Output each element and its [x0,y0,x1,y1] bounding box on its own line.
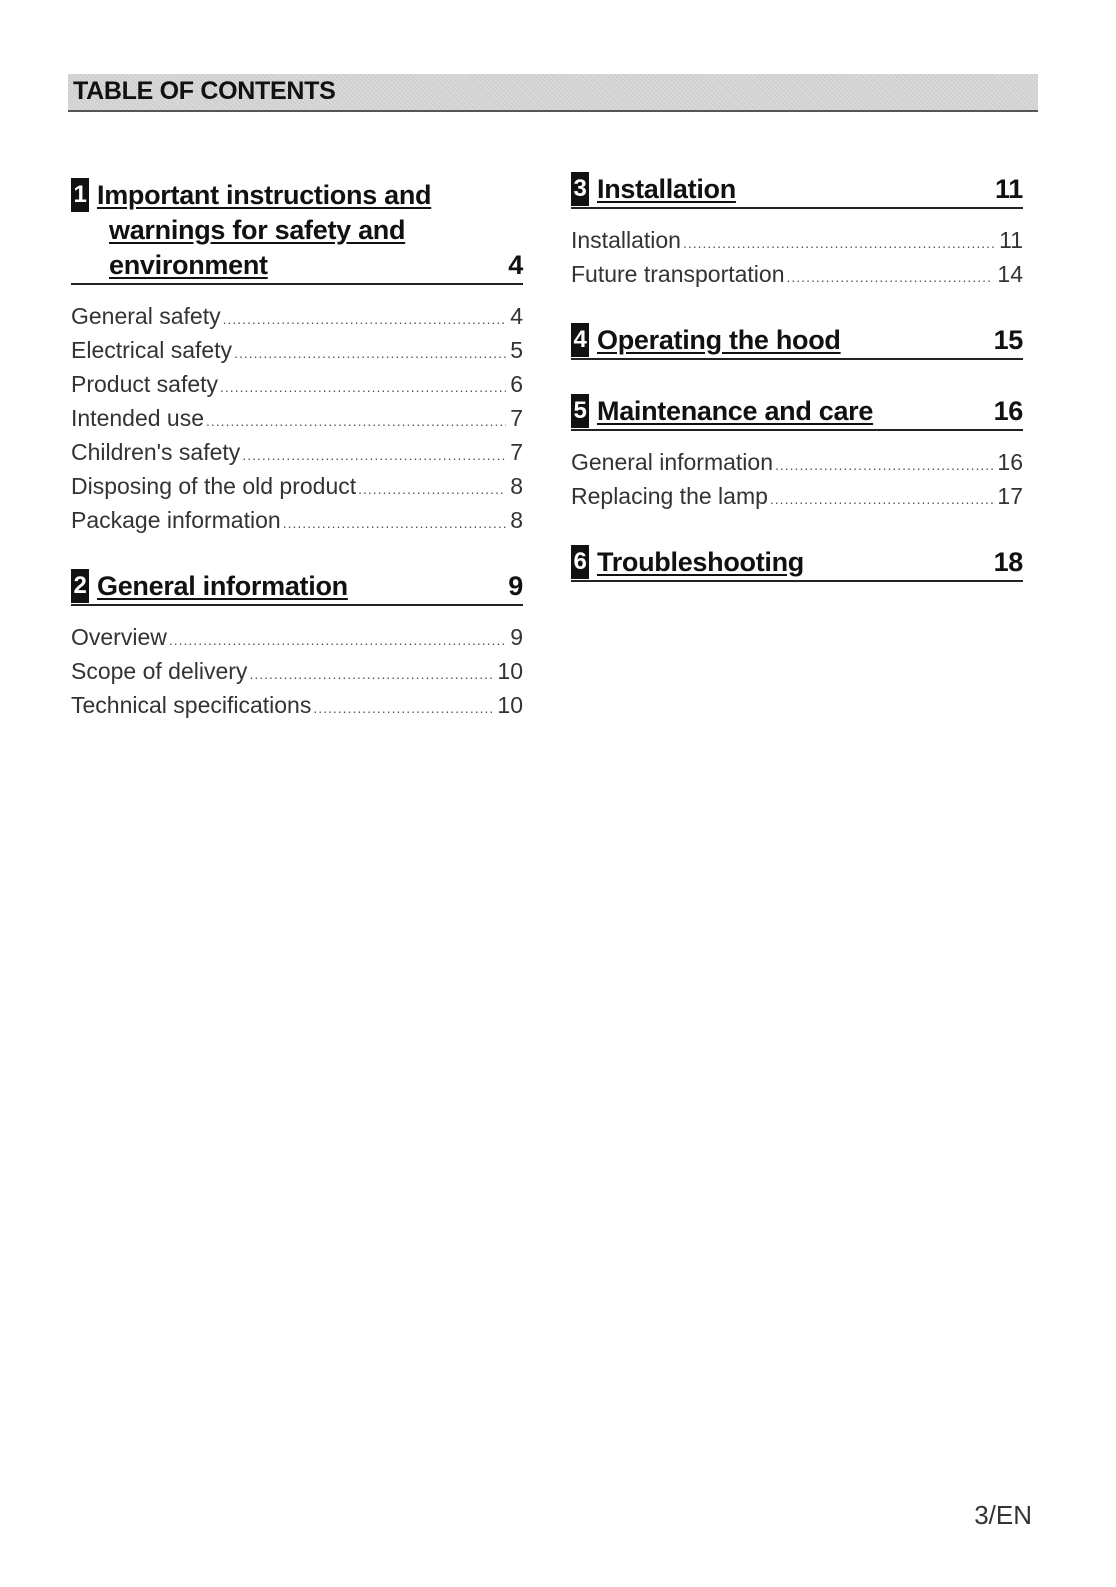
dot-leader [206,404,506,438]
toc-entry-title: Installation [571,227,681,253]
toc-section-1-entries [71,299,523,537]
toc-section-2-entries [71,620,523,722]
dot-leader [770,482,994,516]
dot-leader [220,370,506,404]
section-title: General information [97,571,348,601]
toc-section-6-heading[interactable] [571,545,1023,582]
section-number-badge: 6 [571,545,589,579]
toc-section-5-entries [571,445,1023,513]
section-page-number: 4 [508,250,523,280]
toc-entry[interactable] [571,223,1023,257]
section-title-line: Important instructions and [97,180,432,210]
toc-entry-page: 11 [999,227,1023,253]
toc-entry-page: 5 [510,337,523,363]
toc-entry-page: 14 [997,261,1023,287]
toc-entry-title: Replacing the lamp [571,483,768,509]
section-page-number: 16 [993,396,1023,426]
section-number-badge: 4 [571,323,589,357]
toc-entry[interactable] [71,401,523,435]
toc-entry-title: General safety [71,303,221,329]
toc-entry-page: 8 [510,507,523,533]
section-page-number: 9 [508,571,523,601]
toc-entry-title: Technical specifications [71,692,312,718]
toc-entry[interactable] [71,367,523,401]
toc-entry[interactable] [71,333,523,367]
toc-entry[interactable] [71,688,523,722]
section-title: Maintenance and care [597,396,874,426]
toc-section-3-entries [571,223,1023,291]
dot-leader [283,506,507,540]
toc-entry-title: Overview [71,624,167,650]
page-number-footer: 3/EN [974,1500,1032,1530]
section-title: Operating the hood [597,325,841,355]
toc-entry-title: Disposing of the old product [71,473,357,499]
section-number-badge: 5 [571,394,589,428]
section-title: Troubleshooting [597,547,804,577]
toc-entry-page: 8 [510,473,523,499]
toc-entry-page: 17 [997,483,1023,509]
dot-leader [775,448,993,482]
dot-leader [358,472,506,506]
toc-section-3-heading[interactable] [571,172,1023,209]
toc-entry-title: Package information [71,507,281,533]
dot-leader [234,336,506,370]
toc-entry-title: Product safety [71,371,219,397]
toc-entry-page: 7 [510,405,523,431]
toc-entry-title: Intended use [71,405,205,431]
toc-section-2-heading[interactable] [71,569,523,606]
toc-entry[interactable] [71,620,523,654]
toc-section-4-heading[interactable] [571,323,1023,360]
toc-section-5-heading[interactable] [571,394,1023,431]
toc-entry-page: 7 [510,439,523,465]
toc-entry-title: Children's safety [71,439,241,465]
toc-entry[interactable] [71,435,523,469]
toc-entry[interactable] [71,469,523,503]
section-page-number: 11 [995,174,1023,204]
toc-entry-page: 10 [497,658,523,684]
toc-entry[interactable] [71,299,523,333]
dot-leader [313,691,493,725]
section-title-line: warnings for safety and [109,215,406,245]
toc-entry-title: Electrical safety [71,337,233,363]
section-number-badge: 1 [71,178,89,212]
toc-entry-page: 9 [510,624,523,650]
toc-entry-page: 16 [997,449,1023,475]
dot-leader [249,657,493,691]
section-spacer [571,360,1023,394]
toc-entry[interactable] [71,654,523,688]
page-title: TABLE OF CONTENTS [73,77,336,105]
toc-right-column [571,172,1023,582]
section-number-badge: 3 [571,172,589,206]
toc-entry-title: General information [571,449,773,475]
toc-entry-page: 4 [510,303,523,329]
toc-entry[interactable] [571,445,1023,479]
section-title: Installation [597,174,736,204]
toc-entry[interactable] [571,257,1023,291]
dot-leader [787,260,994,294]
toc-entry-page: 6 [510,371,523,397]
toc-entry-page: 10 [497,692,523,718]
dot-leader [223,302,507,336]
toc-entry-title: Future transportation [571,261,785,287]
dot-leader [242,438,506,472]
section-page-number: 18 [993,547,1023,577]
toc-entry-title: Scope of delivery [71,658,248,684]
section-page-number: 15 [993,325,1023,355]
toc-entry[interactable] [71,503,523,537]
section-number-badge: 2 [71,569,89,603]
dot-leader [169,623,506,657]
toc-section-1-heading[interactable] [71,178,523,285]
toc-left-column [71,178,523,754]
dot-leader [683,226,995,260]
toc-header-bar [68,74,1038,112]
toc-entry[interactable] [571,479,1023,513]
section-title-line: environment [109,250,268,280]
